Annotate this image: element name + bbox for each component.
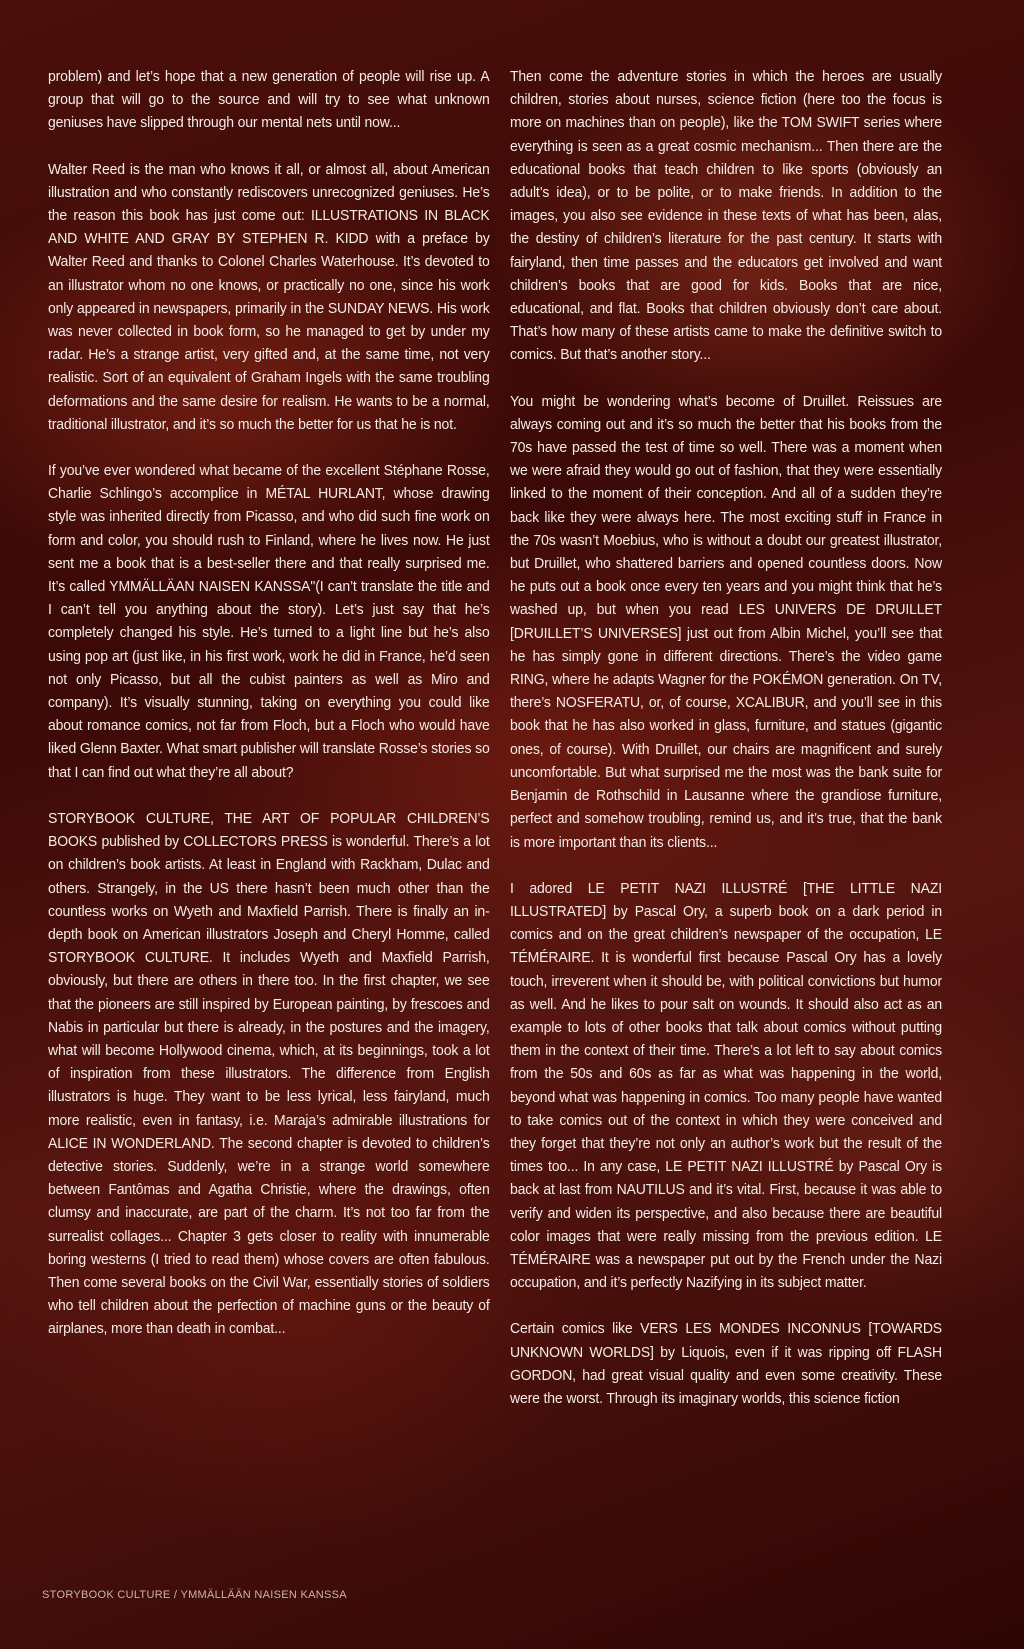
paragraph: Walter Reed is the man who knows it all, or almost all, about American illustration and who constantly rediscovers unrecognized geniuses. He’s the reason this book has just come out: ILLUSTRATIONS IN BLACK AND WHITE AND GRAY BY STEPHEN R. KIDD with a preface by Walter Reed and thanks to Colonel Charles Waterhouse. It’s devoted to an illustrator whom no one knows, or practically no one, since his work only appeared in newspapers, primarily in the SUNDAY NEWS. His work was never collected in book form, so he managed to get by under my radar. He’s a strange artist, very gifted and, at the same time, not very realistic. Sort of an equivalent of Graham Ingels with the same troubling deformations and the same desire for realism. He wants to be a normal, traditional illustrator, and it’s so much the better for us that he is not. (48, 161, 490, 433)
paragraph: problem) and let’s hope that a new generation of people will rise up. A group that will go to the source and will try to see what unknown geniuses have slipped through our mental nets until now... (48, 69, 490, 132)
paragraph: Certain comics like VERS LES MONDES INCONNUS [TOWARDS UNKNOWN WORLDS] by Liquois, even if it was ripping off FLASH GORDON, had great visual quality and even some creativity. These were the worst. Through its imaginary worlds, this science fiction (510, 1321, 942, 1407)
right-column (510, 66, 942, 1434)
paragraph: Then come the adventure stories in which the heroes are usually children, stories about nurses, science fiction (here too the focus is more on machines than on people), like the TOM SWIFT series where everything is seen as a great cosmic mechanism... Then there are the educational books that teach children to like sports (obviously an adult’s idea), or to be polite, or to make friends. In addition to the images, you also see evidence in these texts of what has been, alas, the destiny of children’s literature for the past century. It starts with fairyland, then time passes and the educators get involved and want children’s books that are good for kids. Books that are nice, educational, and flat. Books that children obviously don’t care about. That’s how many of these artists came to make the definitive switch to comics. But that’s another story... (510, 69, 942, 364)
paragraph: You might be wondering what’s become of Druillet. Reissues are always coming out and it’s so much the better that his books from the 70s have passed the test of time so well. There was a moment when we were afraid they would go out of fashion, that they were essentially linked to the moment of their conception. And all of a sudden they’re back like they were always here. The most exciting stuff in France in the 70s wasn’t Moebius, who is without a doubt our greatest illustrator, but Druillet, who shattered barriers and opened countless doors. Now he puts out a book once every ten years and you might think that he’s washed up, but when you read LES UNIVERS DE DRUILLET [DRUILLET’S UNIVERSES] just out from Albin Michel, you’ll see that he has simply gone in different directions. There’s the video game RING, where he adapts Wagner for the POKÉMON generation. On TV, there’s NOSFERATU, or, of course, XCALIBUR, and you’ll see in this book that he has also worked in glass, furniture, and statues (gigantic ones, of course). With Druillet, our chairs are magnificent and surely uncomfortable. But what surprised me the most was the bank suite for Benjamin de Rothschild in Lausanne where the grandiose furniture, perfect and somehow troubling, remind us, and it’s true, that the bank is more important than its clients... (510, 393, 942, 851)
page-footer: STORYBOOK CULTURE / YMMÄLLÄÄN NAISEN KANSSA (42, 1589, 347, 1601)
paragraph: STORYBOOK CULTURE, THE ART OF POPULAR CHILDREN’S BOOKS published by COLLECTORS PRESS is wonderful. There’s a lot on children’s book artists. At least in England with Rackham, Dulac and others. Strangely, in the US there hasn’t been much other than the countless works on Wyeth and Maxfield Parrish. There is finally an in-depth book on American illustrators Joseph and Cheryl Homme, called STORYBOOK CULTURE. It includes Wyeth and Maxfield Parrish, obviously, but there are others in there too. In the first chapter, we see that the pioneers are still inspired by European painting, by frescoes and Nabis in particular but there is already, in the postures and the imagery, what will become Hollywood cinema, which, at its beginnings, took a lot of inspiration from these illustrators. The difference from English illustrators is huge. They want to be less lyrical, less fairyland, much more realistic, even in fantasy, i.e. Maraja’s admirable illustrations for ALICE IN WONDERLAND. The second chapter is devoted to children’s detective stories. Suddenly, we’re in a strange world somewhere between Fantômas and Agatha Christie, where the drawings, often clumsy and inaccurate, are part of the charm. It’s not too far from the surrealist collages... Chapter 3 gets closer to reality with innumerable boring westerns (I tried to read them) whose covers are often fabulous. Then come several books on the Civil War, essentially stories of soldiers who tell children about the perfection of machine guns or the beauty of airplanes, more than death in combat... (48, 810, 490, 1338)
paragraph: I adored LE PETIT NAZI ILLUSTRÉ [THE LITTLE NAZI ILLUSTRATED] by Pascal Ory, a superb book on a dark period in comics and on the great children’s newspaper of the occupation, LE TÉMÉRAIRE. It is wonderful first because Pascal Ory has a lovely touch, irreverent when it should be, with political convictions but humor as well. And he likes to pour salt on wounds. It should also act as an example to lots of other books that talk about comics without putting them in the context of their time. There’s a lot left to say about comics from the 50s and 60s as far as what was happening in the world, beyond what was happening in comics. Too many people have wanted to take comics out of the context in which they were conceived and they forget that they’re not only an author’s work but the result of the times too... In any case, LE PETIT NAZI ILLUSTRÉ by Pascal Ory is back at last from NAUTILUS and it’s vital. First, because it was able to verify and widen its perspective, and also because there are beautiful color images that were really missing from the previous edition. LE TÉMÉRAIRE was a newspaper put out by the French under the Nazi occupation, and it’s perfectly Nazifying in its subject matter. (510, 880, 942, 1292)
paragraph: If you’ve ever wondered what became of the excellent Stéphane Rosse, Charlie Schlingo’s accomplice in MÉTAL HURLANT, whose drawing style was inherited directly from Picasso, and who did such fine work on form and color, you should rush to Finland, where he lives now. He just sent me a book that is a best-seller there and that really surprised me. It’s called YMMÄLLÄAN NAISEN KANSSA"(I can’t translate the title and I can’t tell you anything about the story). Let’s just say that he’s completely changed his style. He’s turned to a light line but he’s also using pop art (just like, in his first work, work he did in France, he’d seen not only Picasso, but all the cubist painters as well as Miro and company). It’s visually stunning, taking on everything you could like about romance comics, not far from Floch, but a Floch who would have liked Glenn Baxter. What smart publisher will translate Rosse’s stories so that I can find out what they’re all about? (48, 463, 490, 781)
left-column (48, 66, 490, 1365)
